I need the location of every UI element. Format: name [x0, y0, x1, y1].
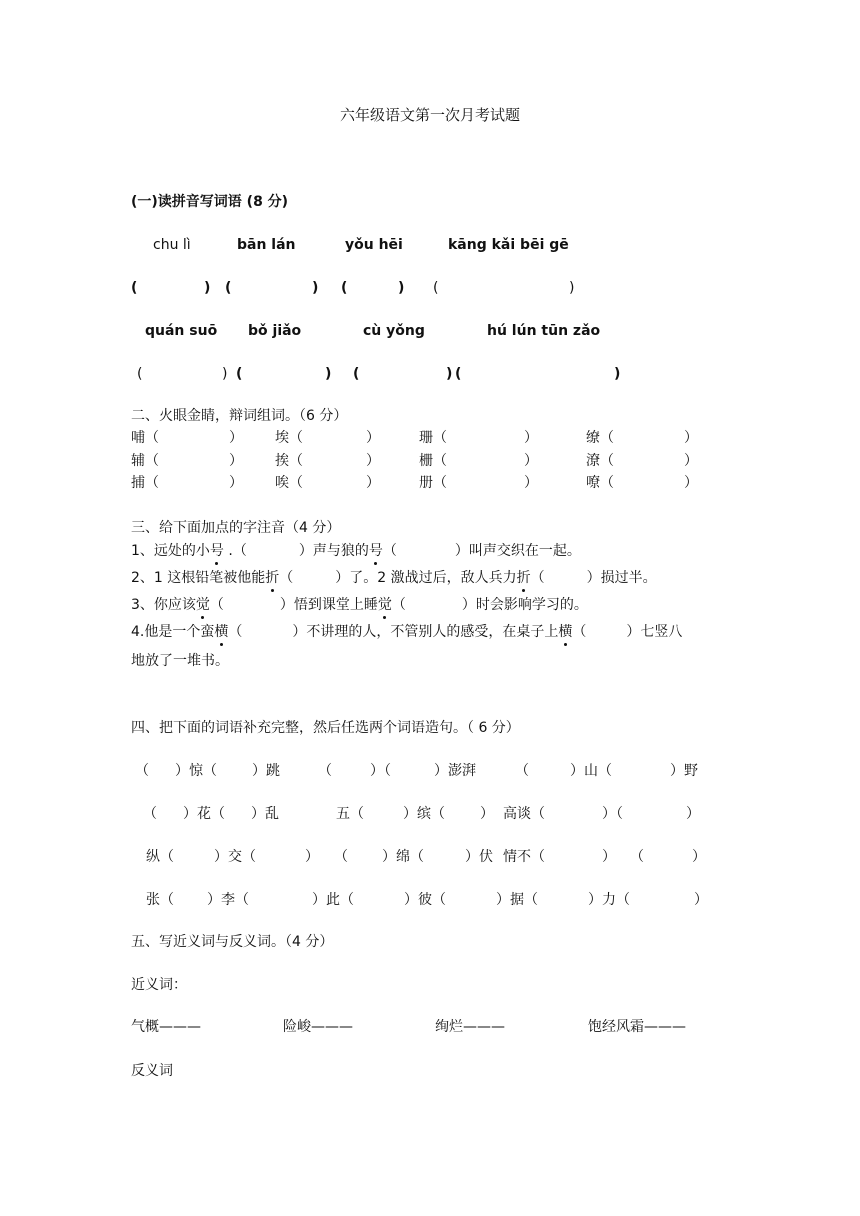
fill-cell: ）花（: [183, 806, 225, 822]
grid-char: 哺（: [131, 430, 159, 446]
fill-cell: （: [515, 763, 529, 779]
grid-char: 捕（: [131, 475, 159, 491]
blank-open: (: [225, 280, 232, 296]
grid-char: 唉（: [275, 475, 303, 491]
grid-char: 挨（: [275, 453, 303, 469]
blank-close: ): [398, 280, 405, 296]
fill-cell: ）此（: [312, 892, 354, 908]
grid-close: ）: [366, 430, 380, 446]
grid-close: ）: [684, 475, 698, 491]
fill-cell: ）据（: [496, 892, 538, 908]
question-3-2: 2、1 这根铅笔被他能折（ ）了。2 激战过后，敌人兵力折（ ）损过半。: [131, 570, 657, 586]
fill-cell: ）惊（: [175, 763, 217, 779]
antonym-label: 反义词: [131, 1063, 173, 1079]
fill-cell: ）: [305, 849, 319, 865]
fill-cell: 五（: [336, 806, 364, 822]
fill-cell: （: [630, 849, 644, 865]
fill-cell: ）: [694, 892, 708, 908]
fill-cell: ）彼（: [404, 892, 446, 908]
grid-char: 栅（: [419, 453, 447, 469]
fill-cell: 纵（: [146, 849, 174, 865]
dotted-char: 折: [516, 570, 531, 586]
fill-cell: ）: [480, 806, 494, 822]
blank-close: ): [569, 280, 575, 296]
grid-char: 嘹（: [586, 475, 614, 491]
section-1-heading: (一)读拼音写词语 (8 分): [131, 194, 289, 210]
blank-close: ): [204, 280, 211, 296]
fill-cell: （: [334, 849, 348, 865]
dotted-char: 觉: [195, 597, 210, 613]
question-3-4: 4.他是一个蛮横（ ）不讲理的人，不管别人的感受，在桌子上横（ ）七竖八: [131, 624, 683, 640]
section-2-heading: 二、火眼金睛，辩词组词。（6 分）: [131, 408, 348, 424]
fill-cell: ）: [692, 849, 706, 865]
blank-close: ): [325, 366, 332, 382]
dotted-char: 折: [265, 570, 280, 586]
blank-close: ): [222, 366, 228, 382]
page-title: 六年级语文第一次月考试题: [339, 106, 520, 124]
dotted-char: 号: [368, 543, 383, 559]
grid-close: ）: [229, 475, 243, 491]
fill-cell: ）（: [370, 763, 391, 779]
fill-cell: ）跳: [252, 763, 280, 779]
fill-cell: ）: [602, 849, 616, 865]
grid-close: ）: [229, 453, 243, 469]
pinyin-2: bān lán: [237, 237, 296, 253]
synonym-item: 饱经风霜———: [588, 1019, 686, 1035]
dotted-char: 横: [214, 624, 229, 640]
section-4-heading: 四、把下面的词语补充完整，然后任选两个词语造句。（ 6 分）: [131, 720, 520, 736]
synonym-label: 近义词：: [131, 977, 187, 993]
grid-char: 埃（: [275, 430, 303, 446]
pinyin-5: quán suō: [145, 323, 218, 339]
grid-close: ）: [684, 430, 698, 446]
fill-cell: （: [318, 763, 332, 779]
pinyin-3: yǒu hēi: [345, 237, 403, 253]
fill-cell: ）野: [670, 763, 698, 779]
blank-open: (: [236, 366, 243, 382]
synonym-item: 气概———: [131, 1019, 201, 1035]
grid-char: 潦（: [586, 453, 614, 469]
fill-cell: 张（: [146, 892, 174, 908]
section-3-heading: 三、给下面加点的字注音（4 分）: [131, 520, 341, 536]
dotted-char: 觉: [377, 597, 392, 613]
blank-open: (: [131, 280, 138, 296]
synonym-item: 绚烂———: [435, 1019, 505, 1035]
grid-close: ）: [366, 475, 380, 491]
fill-cell: ）伏: [465, 849, 493, 865]
dotted-char: 横: [558, 624, 573, 640]
blank-close: ): [312, 280, 319, 296]
grid-close: ）: [524, 475, 538, 491]
fill-cell: （: [135, 763, 149, 779]
grid-char: 珊（: [419, 430, 447, 446]
fill-cell: ）绵（: [382, 849, 424, 865]
grid-close: ）: [524, 430, 538, 446]
synonym-item: 险峻———: [283, 1019, 353, 1035]
blank-close: ): [446, 366, 453, 382]
blank-open: (: [353, 366, 360, 382]
pinyin-8: hú lún tūn zǎo: [487, 323, 601, 339]
blank-open: (: [137, 366, 143, 382]
pinyin-4: kāng kǎi bēi gē: [448, 237, 569, 253]
fill-cell: （: [143, 806, 157, 822]
fill-cell: ）澎湃: [434, 763, 476, 779]
blank-close: ): [614, 366, 621, 382]
fill-cell: ）（: [602, 806, 623, 822]
fill-cell: ）山（: [570, 763, 612, 779]
question-3-1: 1、远处的小号 .（ ）声与狼的号（ ）叫声交织在一起。: [131, 543, 581, 559]
pinyin-7: cù yǒng: [363, 323, 425, 339]
grid-close: ）: [366, 453, 380, 469]
fill-cell: ）李（: [207, 892, 249, 908]
fill-cell: ）缤（: [403, 806, 445, 822]
grid-close: ）: [684, 453, 698, 469]
grid-close: ）: [524, 453, 538, 469]
question-3-4-cont: 地放了一堆书。: [131, 653, 229, 669]
dotted-char: 号: [209, 543, 224, 559]
pinyin-1: chu lì: [153, 237, 191, 253]
section-5-heading: 五、写近义词与反义词。（4 分）: [131, 934, 334, 950]
fill-cell: 高谈（: [503, 806, 545, 822]
blank-open: (: [455, 366, 462, 382]
fill-cell: 情不（: [503, 849, 545, 865]
fill-cell: ）: [686, 806, 700, 822]
fill-cell: ）力（: [588, 892, 630, 908]
blank-open: (: [341, 280, 348, 296]
fill-cell: ）乱: [251, 806, 279, 822]
pinyin-6: bǒ jiǎo: [248, 323, 302, 339]
grid-char: 缭（: [586, 430, 614, 446]
blank-open: (: [433, 280, 439, 296]
fill-cell: ）交（: [214, 849, 256, 865]
question-3-3: 3、你应该觉（ ）悟到课堂上睡觉（ ）时会影响学习的。: [131, 597, 588, 613]
grid-char: 册（: [419, 475, 447, 491]
grid-char: 辅（: [131, 453, 159, 469]
grid-close: ）: [229, 430, 243, 446]
